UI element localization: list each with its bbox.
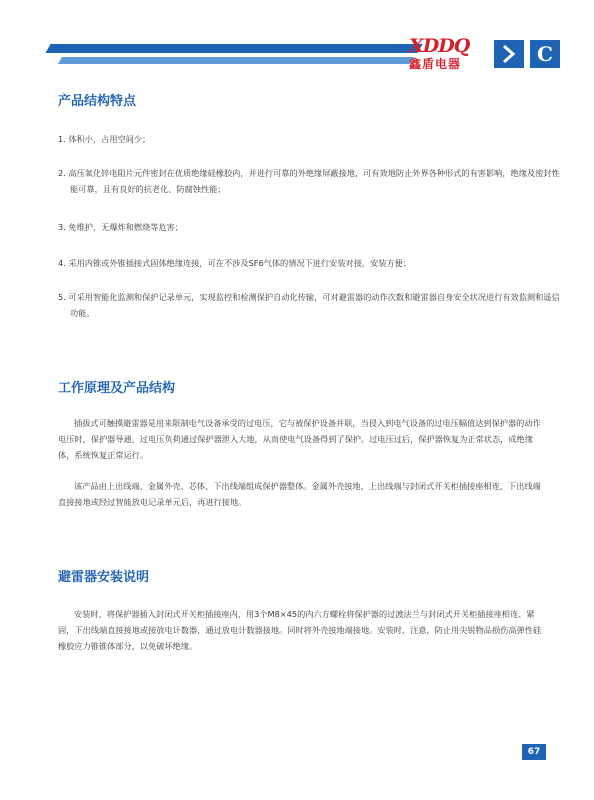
feature-item-5: 5. 可采用智能化监测和保护记录单元，实现监控和检测保护自动化传输，可对避雷器的动作次数和避雷器自身安全状况进行有效监测和遥信功能。 (58, 292, 560, 318)
section-title-install: 避雷器安装说明 (58, 570, 150, 585)
logo-name: 鑫盾电器 (409, 57, 462, 71)
logo-mark: XDDQ (409, 35, 470, 57)
feature-item-2: 2. 高压氧化锌电阻片元件密封在优质绝缘硅橡胶内，并进行可靠的外绝缘屏蔽接地，可有效地防止外界各种形式的有害影响，绝缘及密封性能可靠，且有良好的抗老化、防腐蚀性能； (58, 168, 560, 194)
install-paragraph-1: 安装时，将保护器插入封闭式开关柜插接座内，用3个M8×45的内六方螺栓将保护器的过渡法兰与封闭式开关柜插接座相连、紧固，下出线端直接接地或接放电计数器，通过放电计数器接地。同时将外壳接地端接地。安装时，注意，防止用尖锐物品损伤高弹性硅橡胶应力锥锥体部分，以免破坏绝缘。 (58, 609, 542, 651)
feature-item-1: 1. 体积小，占用空间少； (58, 134, 151, 144)
section-title-features: 产品结构特点 (58, 94, 137, 109)
next-page-button[interactable] (494, 40, 524, 68)
header-stripe (45, 44, 422, 53)
chevron-right-icon (501, 44, 517, 64)
principle-paragraph-2: 该产品由上出线端、金属外壳、芯体、下出线端组成保护器整体。金属外壳接地，上出线端与封闭式开关柜插接座相连，下出线端直接接地或经过智能放电记录单元后，再进行接地。 (58, 481, 541, 507)
principle-paragraph-1: 插拔式可触摸避雷器是用来限制电气设备承受的过电压，它与被保护设备并联，当侵入到电气设备的过电压幅值达到保护器的动作电压时，保护器导通，过电压负荷通过保护器泄入大地，从而使电气设备得到了保护。过电压过后，保护器恢复为正常状态，成绝缘体，系统恢复正常运行。 (58, 418, 541, 460)
feature-item-3: 3. 免维护，无爆炸和燃烧等危害； (58, 222, 184, 232)
company-logo (407, 37, 489, 73)
page-number: 67 (522, 744, 546, 760)
chapter-letter-badge[interactable]: C (530, 40, 560, 68)
section-title-principle: 工作原理及产品结构 (58, 381, 176, 396)
feature-item-4: 4. 采用内锥或外锥插接式固体绝缘连接，可在不涉及SF6气体的情况下进行安装对接，安装方便； (58, 258, 412, 268)
page-header (0, 0, 594, 80)
header-stripe-light (58, 57, 414, 64)
